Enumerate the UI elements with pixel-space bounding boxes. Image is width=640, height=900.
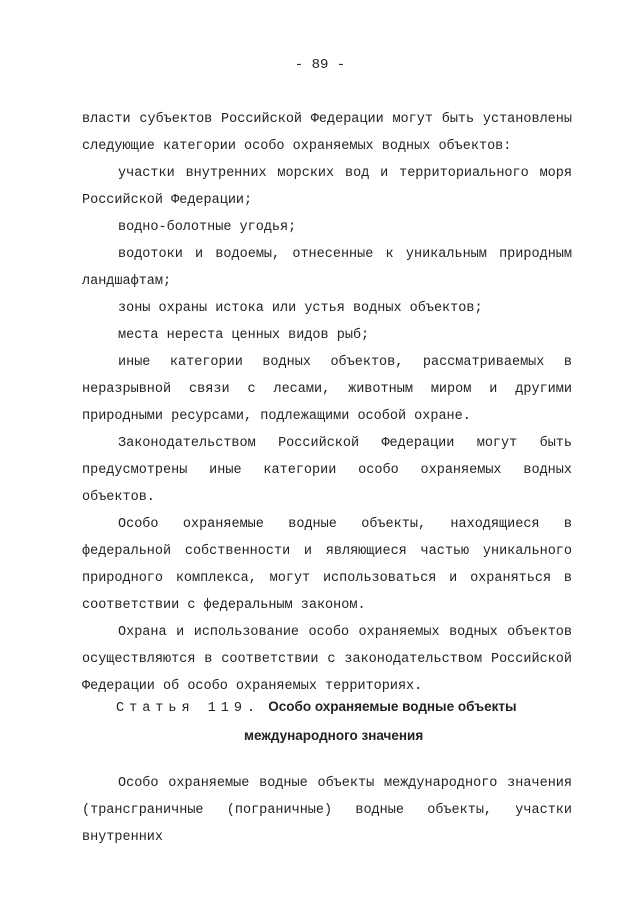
article-label: Статья 119. [116, 701, 261, 716]
list-item: водно-болотные угодья; [118, 220, 297, 235]
article-body [82, 770, 572, 851]
article-title-line2: международного значения [244, 728, 424, 743]
list-item: зоны охраны истока или устья водных объектов; [118, 301, 483, 316]
article-heading [116, 693, 576, 749]
list-item: иные категории водных объектов, рассматриваемых в неразрывной связи с лесами, животным миром и другими природными ресурсами, подлежащими особой охране. [82, 355, 572, 424]
paragraph: власти субъектов Российской Федерации могут быть установлены следующие категории особо охраняемых водных объектов: [82, 112, 572, 154]
document-body [82, 106, 572, 700]
list-item: участки внутренних морских вод и территориального моря Российской Федерации; [82, 166, 572, 208]
article-title-line1: Особо охраняемые водные объекты [268, 699, 517, 714]
paragraph: Охрана и использование особо охраняемых водных объектов осуществляются в соответствии с законодательством Российской Федерации об особо охраняемых территориях. [82, 625, 572, 694]
page-number: - 89 - [294, 57, 346, 73]
paragraph: Законодательством Российской Федерации могут быть предусмотрены иные категории особо охраняемых водных объектов. [82, 436, 572, 505]
paragraph: Особо охраняемые водные объекты, находящиеся в федеральной собственности и являющиеся частью уникального природного комплекса, могут использоваться и охраняться в соответствии с федеральным законом. [82, 517, 572, 613]
list-item: водотоки и водоемы, отнесенные к уникальным природным ландшафтам; [82, 247, 572, 289]
list-item: места нереста ценных видов рыб; [118, 328, 370, 343]
paragraph: Особо охраняемые водные объекты международного значения (трансграничные (пограничные) водные объекты, участки внутренних [82, 776, 572, 845]
